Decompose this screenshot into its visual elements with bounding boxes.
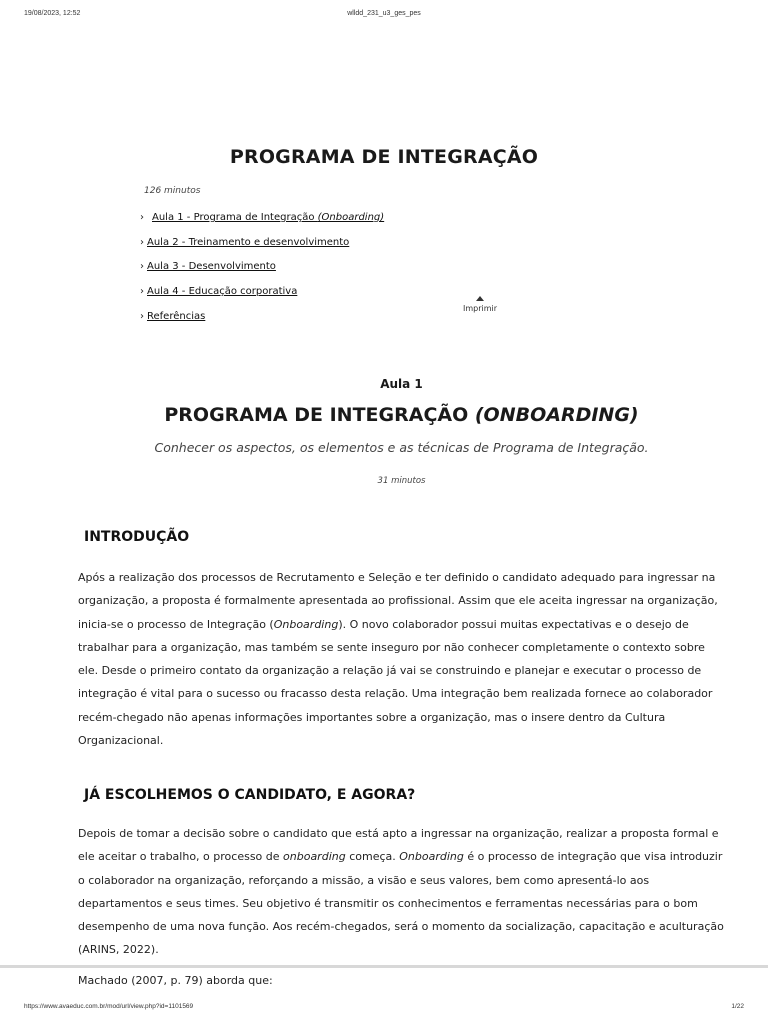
section-heading-introducao: INTRODUÇÃO bbox=[84, 529, 190, 545]
toc-item-referencias[interactable] bbox=[140, 311, 384, 336]
page-duration: 126 minutos bbox=[144, 186, 201, 196]
page-break-divider bbox=[0, 965, 768, 968]
toc-item-aula-2[interactable] bbox=[140, 237, 384, 262]
print-header bbox=[24, 10, 744, 22]
lesson-label: Aula 1 bbox=[380, 377, 423, 391]
caret-up-icon bbox=[476, 296, 484, 301]
table-of-contents bbox=[140, 212, 384, 335]
chevron-right-icon: › bbox=[140, 212, 144, 223]
chevron-right-icon: › bbox=[140, 310, 144, 322]
lesson-subtitle: Conhecer os aspectos, os elementos e as técnicas de Programa de Integração. bbox=[154, 440, 649, 455]
toc-link-aula-1[interactable]: Aula 1 - Programa de Integração (Onboarding) bbox=[152, 212, 385, 223]
print-url: https://www.avaeduc.com.br/mod/url/view.php?id=1101569 bbox=[24, 1003, 194, 1010]
print-datetime: 19/08/2023, 12:52 bbox=[24, 10, 81, 17]
lesson-duration: 31 minutos bbox=[377, 476, 426, 486]
section2-paragraph: Depois de tomar a decisão sobre o candidato que está apto a ingressar na organização, realizar a proposta formal e ele aceitar o trabalho, o processo de onboarding começa. Onboarding é o processo de integração que visa introduzir o colaborador na organização, reforçando a missão, a visão e seus valores, bem como apresentá-lo aos departamentos e seus times. Seu objetivo é transmitir os conhecimentos e ferramentas necessárias para o bom desempenho de uma nova função. Aos recém-chegados, será o momento da socialização, capacitação e aculturação (ARINS, 2022). bbox=[78, 827, 724, 957]
page-title: PROGRAMA DE INTEGRAÇÃO bbox=[229, 146, 539, 168]
print-document-name: wlldd_231_u3_ges_pes bbox=[347, 10, 421, 17]
lesson-title: PROGRAMA DE INTEGRAÇÃO (ONBOARDING) bbox=[164, 404, 639, 426]
print-footer bbox=[24, 1003, 744, 1013]
chevron-right-icon: › bbox=[140, 286, 144, 298]
print-page-count: 1/22 bbox=[731, 1003, 744, 1010]
toc-item-aula-3[interactable] bbox=[140, 261, 384, 286]
chevron-right-icon: › bbox=[140, 236, 144, 248]
toc-link-referencias[interactable]: Referências bbox=[147, 310, 206, 322]
quote-intro: Machado (2007, p. 79) aborda que: bbox=[78, 974, 273, 987]
chevron-right-icon: › bbox=[140, 261, 144, 273]
intro-paragraph: Após a realização dos processos de Recrutamento e Seleção e ter definido o candidato adequado para ingressar na organização, a proposta é formalmente apresentada ao profissional. Assim que ele aceita ingressar na organização, inicia-se o processo de Integração (Onboarding). O novo colaborador possui muitas expectativas e o desejo de trabalhar para a organização, mas também se sente inseguro por não conhecer completamente o contexto sobre ele. Desde o primeiro contato da organização a relação já vai se construindo e planejar e executar o processo de integração é vital para o sucesso ou fracasso desta relação. Uma integração bem realizada fornece ao colaborador recém-chegado não apenas informações importantes sobre a organização, mas o insere dentro da Cultura Organizacional. bbox=[78, 571, 718, 748]
toc-item-aula-4[interactable] bbox=[140, 286, 384, 311]
toc-link-aula-2[interactable]: Aula 2 - Treinamento e desenvolvimento bbox=[147, 236, 350, 248]
print-button[interactable] bbox=[458, 296, 502, 313]
toc-link-aula-4[interactable]: Aula 4 - Educação corporativa bbox=[147, 286, 298, 298]
toc-item-aula-1[interactable] bbox=[140, 212, 384, 237]
toc-link-aula-3[interactable]: Aula 3 - Desenvolvimento bbox=[147, 261, 276, 273]
print-button-label: Imprimir bbox=[462, 304, 498, 313]
section-heading-candidato: JÁ ESCOLHEMOS O CANDIDATO, E AGORA? bbox=[84, 787, 416, 803]
